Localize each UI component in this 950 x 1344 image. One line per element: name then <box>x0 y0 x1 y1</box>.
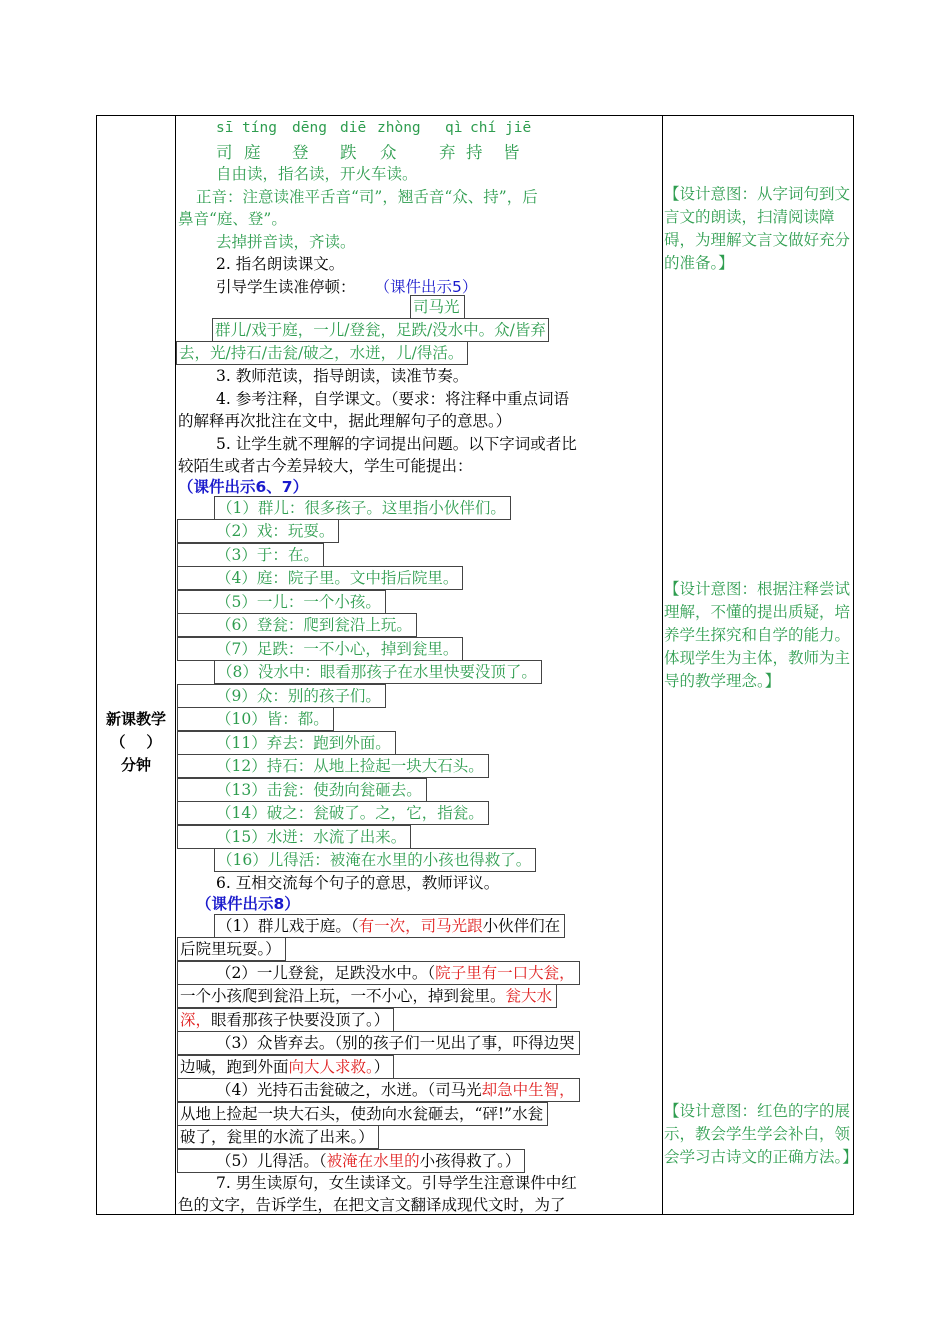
courseware-tag: （课件出示5） <box>374 278 478 296</box>
list-item: （15）水迸：水流了出来。 <box>177 825 411 849</box>
translation-text: 小孩得救了。） <box>419 1152 521 1170</box>
pinyin: tíng <box>242 120 277 136</box>
character: 弃 <box>439 143 456 162</box>
section-label <box>97 708 175 777</box>
translation-line <box>177 984 557 1008</box>
text-line: 5. 让学生就不理解的字词提出问题。以下字词或者比 <box>216 435 577 453</box>
translation-text: （4）光持石击瓮破之，水迸。（司马光 <box>216 1081 482 1099</box>
list-item: （3）于：在。 <box>177 543 324 567</box>
translation-line <box>214 914 565 938</box>
character: 司 <box>216 143 233 162</box>
translation-red: 有一次，司马光跟 <box>358 917 483 935</box>
translation-text: 一个小孩爬到瓮沿上玩，一不小心，掉到瓮里。 <box>180 987 506 1005</box>
character: 跌 <box>340 143 357 162</box>
list-item: （6）登瓮：爬到瓮沿上玩。 <box>177 613 417 637</box>
pinyin: sī <box>216 120 234 136</box>
list-item: （7）足跌：一不小心，掉到瓮里。 <box>177 637 463 661</box>
list-item: （2）戏：玩耍。 <box>177 519 339 543</box>
text-line: 鼻音“庭、登”。 <box>178 210 287 228</box>
character: 皆 <box>503 143 520 162</box>
design-note: 【设计意图：根据注释尝试理解，不懂的提出质疑，培养学生探究和自学的能力。体现学生为主体，教师为主导的教学理念。】 <box>664 580 851 690</box>
translation-text: 小伙伴们在 <box>482 917 561 935</box>
pinyin: jiē <box>505 120 532 136</box>
translation-line: 破了，瓮里的水流了出来。） <box>177 1125 379 1149</box>
character: 持 <box>466 143 483 162</box>
pinyin: dēng <box>292 120 327 136</box>
pinyin: diē <box>340 120 367 136</box>
translation-text: 眼看那孩子快要没顶了。） <box>211 1011 390 1029</box>
translation-red: 深， <box>180 1011 212 1029</box>
list-item: （9）众：别的孩子们。 <box>177 684 386 708</box>
translation-text: （5）儿得活。（ <box>216 1152 327 1170</box>
list-item: （13）击瓮：使劲向瓮砸去。 <box>177 778 427 802</box>
text-line: 4. 参考注释，自学课文。（要求：将注释中重点词语 <box>216 390 569 408</box>
courseware-tag: （课件出示8） <box>196 895 300 913</box>
text-line: 正音：注意读准平舌音“司”，翘舌音“众、持”，后 <box>196 188 538 206</box>
poem-title: 司马光 <box>410 295 465 319</box>
translation-red: 向大人求救。 <box>288 1058 374 1076</box>
section-label-unit: 分钟 <box>120 756 151 774</box>
character: 众 <box>380 143 397 162</box>
column-divider <box>175 116 176 1214</box>
translation-text: （1）群儿戏于庭。（ <box>217 917 359 935</box>
text-line: 去掉拼音读，齐读。 <box>216 233 356 251</box>
text-line: 色的文字，告诉学生，在把文言文翻译成现代文时，为了 <box>178 1196 566 1214</box>
text-line: 的解释再次批注在文中，据此理解句子的意思。） <box>178 412 512 430</box>
text-line: 较陌生或者古今差异较大，学生可能提出： <box>178 457 473 475</box>
text-line: 2. 指名朗读课文。 <box>216 255 345 273</box>
translation-line: 后院里玩耍。） <box>177 937 286 961</box>
courseware-tag: （课件出示6、7） <box>178 478 309 496</box>
text-line: 自由读，指名读，开火车读。 <box>216 165 418 183</box>
list-item: （12）持石：从地上捡起一块大石头。 <box>177 754 489 778</box>
translation-line: （3）众皆弃去。（别的孩子们一见出了事，吓得边哭 <box>177 1031 580 1055</box>
list-item: （11）弃去：跑到外面。 <box>177 731 396 755</box>
list-item: （8）没水中：眼看那孩子在水里快要没顶了。 <box>214 660 542 684</box>
translation-red: 被淹在水里的 <box>326 1152 420 1170</box>
character: 庭 <box>244 143 261 162</box>
translation-text: 边喊，跑到外面 <box>180 1058 289 1076</box>
section-label-minutes: （ ） <box>110 733 162 751</box>
list-item: （1）群儿：很多孩子。这里指小伙伴们。 <box>214 496 511 520</box>
list-item: （14）破之：瓮破了。之，它，指瓮。 <box>177 801 489 825</box>
design-note: 【设计意图：红色的字的展示，教会学生学会补白，领会学习古诗文的正确方法。】 <box>664 1102 858 1166</box>
translation-line <box>177 1055 394 1079</box>
translation-text: （2）一儿登瓮，足跌没水中。（ <box>216 964 436 982</box>
translation-line: 从地上捡起一块大石头，使劲向水瓮砸去，“砰!”水瓮 <box>177 1102 548 1126</box>
pinyin: chí <box>470 120 497 136</box>
translation-red: 院子里有一口大瓮， <box>435 964 575 982</box>
translation-line <box>177 1008 394 1032</box>
text-line-content: 引导学生读准停顿： <box>216 278 356 296</box>
list-item: （16）儿得活：被淹在水里的小孩也得救了。 <box>214 848 536 872</box>
pause-line: 去，光/持石/击瓮/破之，水迸，儿/得活。 <box>176 341 468 365</box>
character: 登 <box>292 143 309 162</box>
text-line: 7. 男生读原句，女生读译文。引导学生注意课件中红 <box>216 1174 577 1192</box>
pinyin: zhòng <box>377 120 421 136</box>
translation-red: 却急中生智， <box>481 1081 575 1099</box>
column-divider <box>662 116 663 1214</box>
list-item: （5）一儿：一个小孩。 <box>177 590 386 614</box>
translation-line <box>177 1078 580 1102</box>
pinyin: qì <box>445 120 463 136</box>
translation-line <box>177 1149 525 1173</box>
list-item: （4）庭：院子里。文中指后院里。 <box>177 566 463 590</box>
list-item: （10）皆：都。 <box>177 707 334 731</box>
section-label-title: 新课教学 <box>105 710 166 728</box>
pause-line: 群儿/戏于庭，一儿/登瓮，足跌/没水中。众/皆弃 <box>212 318 549 342</box>
text-line: 3. 教师范读，指导朗读，读准节奏。 <box>216 367 469 385</box>
translation-text: ） <box>373 1058 390 1076</box>
translation-line <box>177 961 580 985</box>
design-note: 【设计意图：从字词句到文言文的朗读，扫清阅读障碍，为理解文言文做好充分的准备。】 <box>664 185 851 272</box>
text-line: 6. 互相交流每个句子的意思，教师评议。 <box>216 874 500 892</box>
translation-red: 瓮大水 <box>505 987 553 1005</box>
